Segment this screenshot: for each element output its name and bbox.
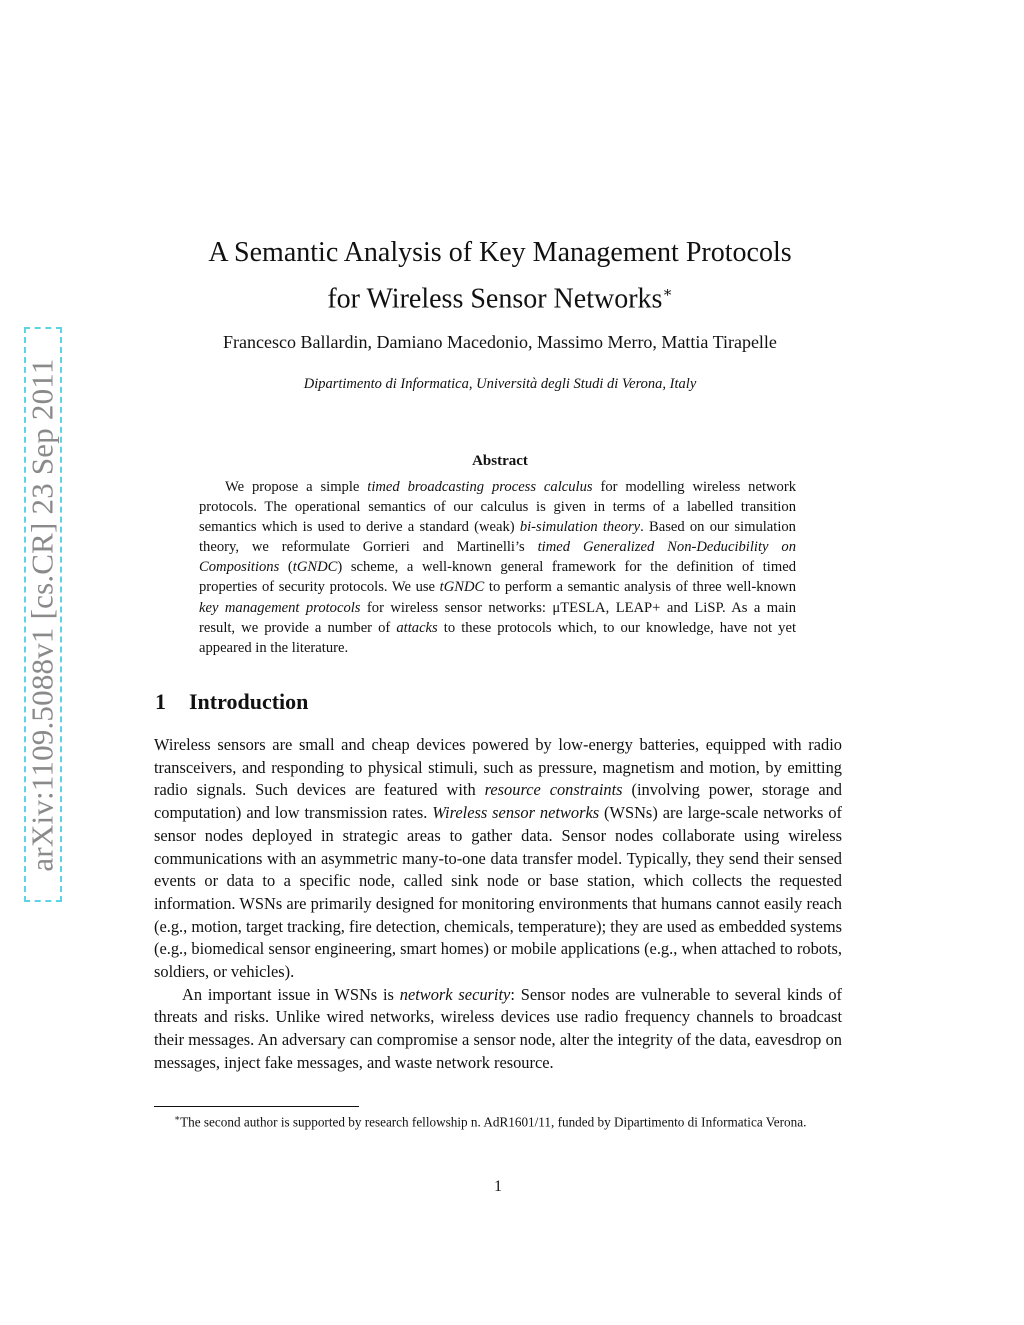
title-line-2: for Wireless Sensor Networks∗ [327,283,673,315]
intro-paragraph-1: Wireless sensors are small and cheap devices powered by low-energy batteries, equipped with radio transceivers, and responding to physical stimuli, such as pressure, magnetism and motion, by emitting radio signals. Such devices are featured with resource constraints (involving power, storage and computation) and low transmission rates. Wireless sensor networks (WSNs) are large-scale networks of sensor nodes deployed in strategic areas to gather data. Sensor nodes collaborate using wireless communications with an asymmetric many-to-one data transfer model. Typically, they send their sensed events or data to a specific node, called sink node or base station, which collects the requested information. WSNs are primarily designed for monitoring environments that humans cannot easily reach (e.g., motion, target tracking, fire detection, chemicals, temperature); they are used as embedded systems (e.g., biomedical sensor engineering, smart homes) or mobile applications (e.g., when attached to robots, soldiers, or vehicles). [154,735,842,982]
title-footnote-mark[interactable]: ∗ [662,285,673,301]
footnote [154,1109,842,1131]
abstract-paragraph: We propose a simple timed broadcasting process calculus for modelling wireless network protocols. The operational semantics of our calculus is given in terms of a labelled transition semantics which is used to derive a standard (weak) bi-simulation theory. Based on our simulation theory, we reformulate Gorrieri and Martinelli’s timed Generalized Non-Deducibility on Compositions (tGNDC) scheme, a well-known general framework for the definition of timed properties of security protocols. We use tGNDC to perform a semantic analysis of three well-known key management protocols for wireless sensor networks: μTESLA, LEAP+ and LiSP. As a main result, we provide a number of attacks to these protocols which, to our knowledge, have not yet appeared in the literature. [199,479,796,656]
affiliation: Dipartimento di Informatica, Università degli Studi di Verona, Italy [303,376,697,392]
footnote-text: The second author is supported by research fellowship n. AdR1601/11, funded by Dipartimento di Informatica Verona. [180,1114,807,1130]
author-list: Francesco Ballardin, Damiano Macedonio, Massimo Merro, Mattia Tirapelle [223,332,777,352]
intro-paragraph-2: An important issue in WSNs is network security: Sensor nodes are vulnerable to several kinds of threats and risks. Unlike wired networks, wireless devices use radio frequency channels to broadcast their messages. An adversary can compromise a sensor node, alter the integrity of the data, eavesdrop on messages, inject fake messages, and waste network resource. [154,984,842,1072]
introduction-body [154,734,842,1075]
title-line-1: A Semantic Analysis of Key Management Protocols [208,237,792,268]
arxiv-stamp [24,327,62,902]
arxiv-identifier[interactable]: arXiv:1109.5088v1 [cs.CR] 23 Sep 2011 [25,357,60,872]
abstract-body [199,477,796,658]
paper-title [150,233,850,319]
footnote-mark: ∗ [174,1113,181,1123]
page-number: 1 [494,1178,502,1195]
abstract-heading: Abstract [472,453,528,469]
section-title: Introduction [189,689,309,714]
section-heading-introduction [155,688,308,716]
footnote-divider [154,1106,359,1107]
section-number: 1 [155,689,166,714]
